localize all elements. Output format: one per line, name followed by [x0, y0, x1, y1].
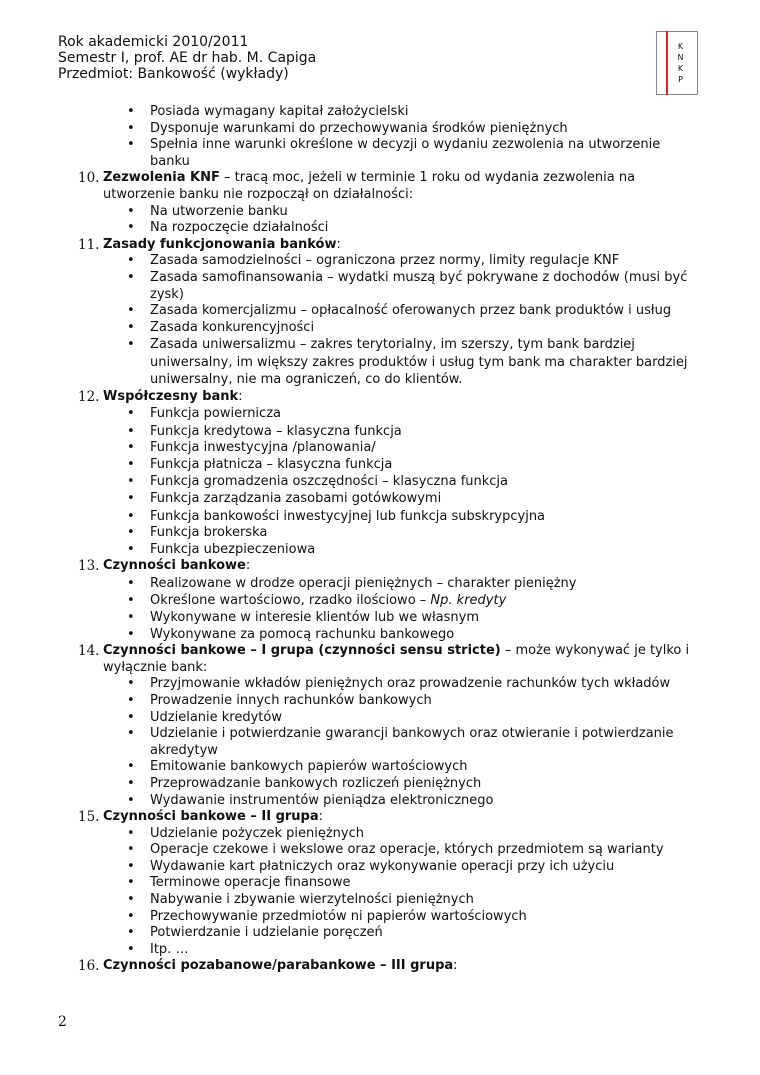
- list-item: • Udzielanie kredytów: [0, 710, 760, 727]
- header-academic-year: Rok akademicki 2010/2011: [58, 34, 249, 50]
- list-item: • Realizowane w drodze operacji pieniężnych – charakter pieniężny: [0, 575, 760, 593]
- section-text: :: [245, 558, 251, 574]
- list-item: • Itp. …: [0, 942, 760, 959]
- list-item: • Funkcja bankowości inwestycyjnej lub funkcja subskrypcyjna: [0, 508, 760, 526]
- section-11: [0, 237, 760, 254]
- list-item: • Zasada komercjalizmu – opłacalność oferowanych przez bank produktów i usług: [0, 303, 760, 320]
- section-11-list: [0, 253, 760, 388]
- section-10-list: [0, 204, 760, 237]
- list-item: • Operacje czekowe i wekslowe oraz operacje, których przedmiotem są warianty: [0, 842, 760, 859]
- list-item: • Funkcja powiernicza: [0, 405, 760, 423]
- section-15: [0, 809, 760, 826]
- section-text: – tracą moc, jeżeli w terminie 1 roku od wydania zezwolenia na utworzenie banku nie rozpoczął on działalności:: [103, 170, 636, 202]
- section-14-list: [0, 676, 760, 809]
- section-text: :: [336, 236, 341, 252]
- section-15-list: [0, 826, 760, 959]
- list-item: • Nabywanie i zbywanie wierzytelności pieniężnych: [0, 892, 760, 909]
- list-item: • Wydawanie instrumentów pieniądza elektronicznego: [0, 793, 760, 810]
- list-item: • Zasada samodzielności – ograniczona przez normy, limity regulacje KNF: [0, 253, 760, 270]
- intro-list: [0, 104, 760, 170]
- list-item: • Zasada konkurencyjności: [0, 320, 760, 337]
- list-item: • Na rozpoczęcie działalności: [0, 220, 760, 237]
- section-text: :: [238, 388, 243, 404]
- section-title: Czynności pozabanowe/parabankowe – III grupa: [103, 958, 454, 974]
- list-item: • Posiada wymagany kapitał założycielski: [0, 104, 760, 121]
- logo-letter: K: [677, 64, 685, 73]
- document-header: [58, 34, 316, 82]
- list-item: • Funkcja ubezpieczeniowa: [0, 542, 760, 559]
- section-12-list: [0, 405, 760, 558]
- section-13: [0, 558, 760, 575]
- document-body: [0, 104, 760, 975]
- list-item: • Określone wartościowo, rzadko ilościowo – Np. kredyty: [0, 592, 760, 610]
- list-item: • Na utworzenie banku: [0, 204, 760, 221]
- section-title: Współczesny bank: [103, 388, 239, 404]
- section-title: Zezwolenia KNF: [103, 170, 220, 186]
- section-text: :: [318, 809, 324, 825]
- list-item: • Funkcja inwestycyjna /planowania/: [0, 440, 760, 457]
- section-14: [0, 643, 760, 676]
- list-item: • Przeprowadzanie bankowych rozliczeń pieniężnych: [0, 776, 760, 793]
- knkp-logo: [656, 31, 698, 95]
- section-10: [0, 170, 760, 203]
- section-number: 12.: [78, 388, 100, 405]
- list-item: • Przyjmowanie wkładów pieniężnych oraz prowadzenie rachunków tych wkładów: [0, 676, 760, 693]
- section-number: 11.: [78, 236, 100, 253]
- list-item: • Udzielanie pożyczek pieniężnych: [0, 826, 760, 843]
- list-item: • Prowadzenie innych rachunków bankowych: [0, 693, 760, 710]
- section-13-list: [0, 575, 760, 643]
- section-title: Czynności bankowe – II grupa: [103, 809, 319, 825]
- list-item: • Zasada samofinansowania – wydatki muszą być pokrywane z dochodów (musi być zysk): [0, 270, 760, 303]
- list-item: • Funkcja zarządzania zasobami gotówkowymi: [0, 490, 760, 508]
- list-item: • Wykonywane za pomocą rachunku bankowego: [0, 627, 760, 644]
- section-text: :: [453, 958, 458, 974]
- list-item: • Wydawanie kart płatniczych oraz wykonywanie operacji przy ich użyciu: [0, 859, 760, 876]
- list-item: • Funkcja płatnicza – klasyczna funkcja: [0, 457, 760, 474]
- section-16: [0, 958, 760, 975]
- section-number: 16.: [78, 958, 100, 975]
- list-item: • Funkcja gromadzenia oszczędności – klasyczna funkcja: [0, 474, 760, 491]
- header-subject: Przedmiot: Bankowość (wykłady): [58, 66, 289, 82]
- list-item: • Emitowanie bankowych papierów wartościowych: [0, 759, 760, 776]
- list-item: • Udzielanie i potwierdzanie gwarancji bankowych oraz otwieranie i potwierdzanie akredytyw: [0, 726, 760, 759]
- logo-red-bar: [666, 31, 668, 95]
- section-number: 15.: [78, 809, 100, 826]
- italic-example: Np. kredyty: [430, 593, 507, 609]
- list-item: • Terminowe operacje finansowe: [0, 875, 760, 892]
- list-item: • Potwierdzanie i udzielanie poręczeń: [0, 925, 760, 942]
- list-item: • Funkcja brokerska: [0, 525, 760, 542]
- list-item: • Wykonywane w interesie klientów lub we własnym: [0, 610, 760, 627]
- list-item: • Przechowywanie przedmiotów ni papierów wartościowych: [0, 909, 760, 926]
- logo-letter: P: [678, 75, 684, 84]
- section-text: – może wykonywać je tylko i wyłącznie bank:: [103, 643, 690, 675]
- section-title: Czynności bankowe: [103, 558, 246, 574]
- page-number: 2: [58, 1014, 67, 1030]
- section-number: 14.: [78, 643, 100, 660]
- logo-letters: [673, 41, 689, 85]
- list-item: • Zasada uniwersalizmu – zakres terytorialny, im szerszy, tym bank bardziej uniwersalny, im większy zakres produktów i usług tym bank ma charakter bardziej uniwersalny, nie ma ograniczeń, co do klientów.: [0, 336, 760, 389]
- list-item: • Funkcja kredytowa – klasyczna funkcja: [0, 423, 760, 441]
- list-item: • Dysponuje warunkami do przechowywania środków pieniężnych: [0, 121, 760, 138]
- section-title: Czynności bankowe – I grupa (czynności sensu stricte): [103, 643, 501, 659]
- list-item: • Spełnia inne warunki określone w decyzji o wydaniu zezwolenia na utworzenie banku: [0, 137, 760, 170]
- section-title: Zasady funkcjonowania banków: [103, 236, 337, 252]
- section-number: 10.: [78, 170, 100, 187]
- section-12: [0, 389, 760, 406]
- section-number: 13.: [78, 558, 100, 575]
- logo-letter: K: [677, 42, 685, 51]
- header-semester: Semestr I, prof. AE dr hab. M. Capiga: [58, 50, 317, 66]
- logo-letter: N: [677, 53, 685, 62]
